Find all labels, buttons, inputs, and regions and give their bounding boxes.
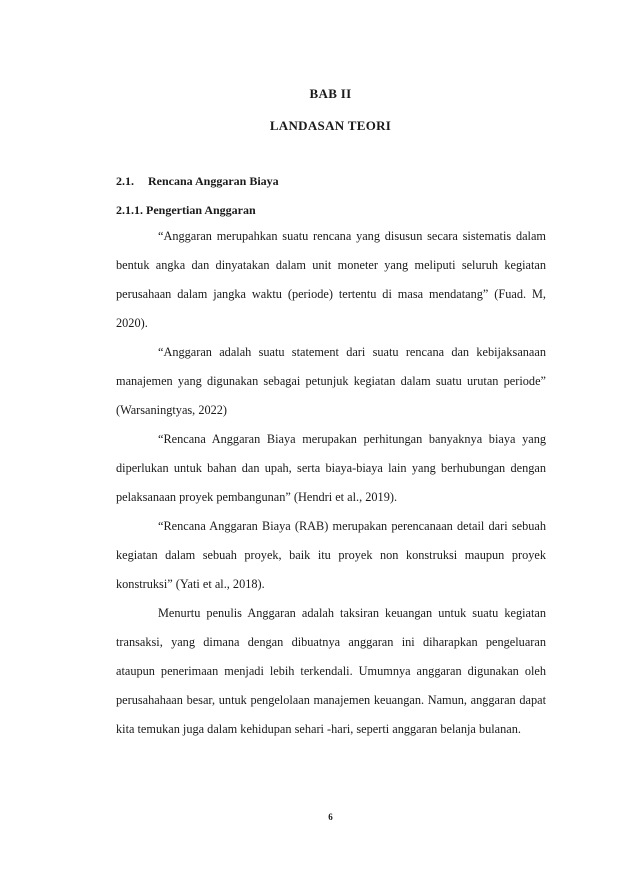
- chapter-label: BAB II: [309, 86, 352, 101]
- section-title: Rencana Anggaran Biaya: [148, 174, 279, 188]
- paragraph-definition-2: “Anggaran adalah suatu statement dari suatu rencana dan kebijaksanaan manajemen yang digunakan sebagai petunjuk kegiatan dalam suatu urutan periode” (Warsaningtyas, 2022): [116, 345, 546, 417]
- section-heading: [116, 174, 279, 189]
- paragraph-definition-1: “Anggaran merupahkan suatu rencana yang disusun secara sistematis dalam bentuk angka dan dinyatakan dalam unit moneter yang meliputi seluruh kegiatan perusahaan dalam jangka waktu (periode) tertentu di masa mendatang” (Fuad. M, 2020).: [116, 229, 546, 330]
- section-number: 2.1.: [116, 174, 134, 188]
- subsection-heading: 2.1.1. Pengertian Anggaran: [116, 203, 256, 217]
- chapter-title: LANDASAN TEORI: [269, 118, 392, 133]
- paragraph-definition-3: “Rencana Anggaran Biaya merupakan perhitungan banyaknya biaya yang diperlukan untuk bahan dan upah, serta biaya-biaya lain yang berhubungan dengan pelaksanaan proyek pembangunan” (Hendri et al., 2019).: [116, 432, 546, 504]
- paragraph-author-opinion: Menurtu penulis Anggaran adalah taksiran keuangan untuk suatu kegiatan transaksi, yang dimana dengan dibuatnya anggaran ini diharapkan pengeluaran ataupun penerimaan menjadi lebih terkendali. Umumnya anggaran digunakan oleh perusahahaan besar, untuk pengelolaan manajemen keuangan. Namun, anggaran dapat kita temukan juga dalam kehidupan sehari -hari, seperti anggaran belanja bulanan.: [116, 606, 546, 736]
- paragraph-definition-4: “Rencana Anggaran Biaya (RAB) merupakan perencanaan detail dari sebuah kegiatan dalam sebuah proyek, baik itu proyek non konstruksi maupun proyek konstruksi” (Yati et al., 2018).: [116, 519, 546, 591]
- page-number: 6: [328, 812, 333, 822]
